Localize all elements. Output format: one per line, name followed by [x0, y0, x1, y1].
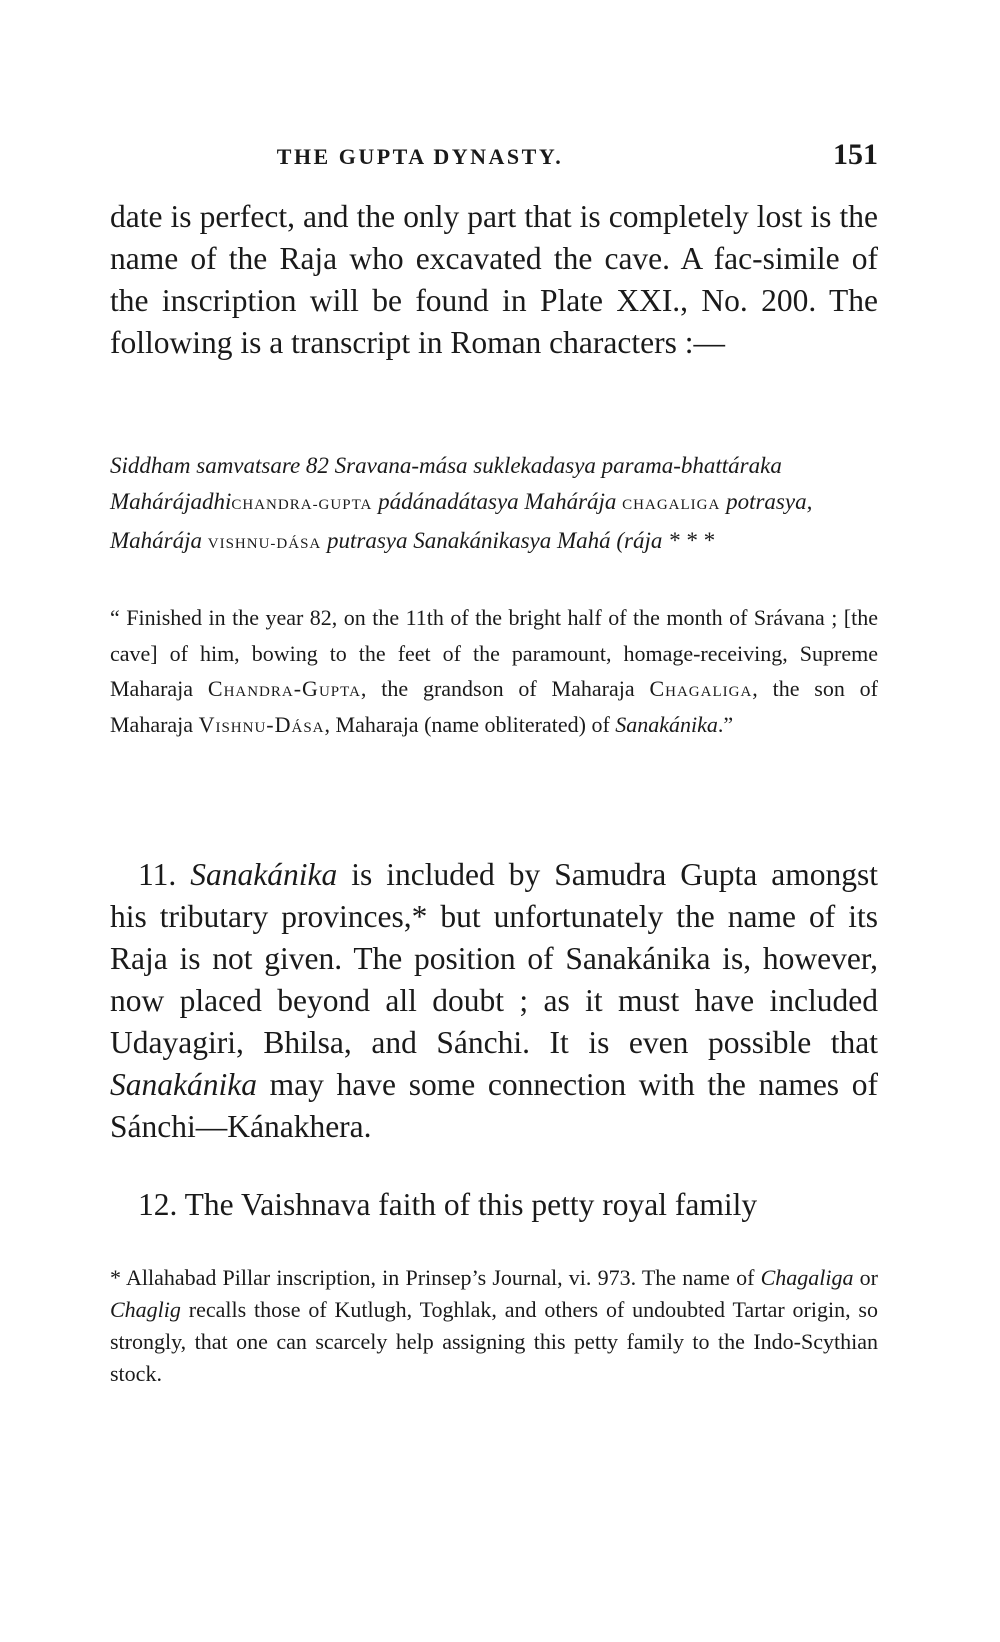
- intro-paragraph: [110, 196, 878, 364]
- transcript-name-vishnudasa: VISHNU-DÁSA: [207, 536, 322, 552]
- footnote: [110, 1262, 878, 1390]
- translation-part-4: , Maharaja (name obliterated) of: [324, 711, 616, 737]
- paragraph-11-text-2: may have some connection with the names of Sánchi—Kánakhera.: [110, 1067, 878, 1144]
- footnote-text-1: * Allahabad Pillar inscription, in Prinsep’s Journal, vi. 973. The name of: [110, 1265, 761, 1290]
- footnote-italic-chagaliga: Chagaliga: [760, 1265, 854, 1290]
- paragraph-11-number: 11.: [138, 857, 191, 892]
- transcript-segment-4: putrasya Sanakánikasya Mahá (rája * * *: [321, 528, 715, 553]
- translation-name-vishnudasa: Vishnu-Dása: [198, 711, 325, 737]
- footnote-text-2: or: [853, 1265, 878, 1290]
- transcript-segment-3: potrasya, Mahárája: [110, 489, 813, 553]
- paragraph-12: [110, 1184, 878, 1226]
- translation-part-5: .”: [717, 711, 734, 737]
- paragraph-11-italic-1: Sanakánika: [190, 857, 338, 892]
- paragraph-12-text: 12. The Vaishnava faith of this petty royal family: [138, 1187, 758, 1222]
- footnote-text-3: recalls those of Kutlugh, Toghlak, and others of undoubted Tartar origin, so strongly, that one can scarcely help assigning this petty family to the Indo-Scythian stock.: [110, 1297, 878, 1386]
- translation-name-chagaliga: Chagaliga: [649, 676, 753, 701]
- inscription-translation: [110, 600, 878, 742]
- inscription-transcript: [110, 448, 878, 562]
- paragraph-11-text-1: is included by Samudra Gupta amongst his tributary provinces,* but unfortunately the name of its Raja is not given. The position of Sanakánika is, however, now placed beyond all doubt ; as it must have included Udayagiri, Bhilsa, and Sánchi. It is even possible that: [110, 857, 878, 1060]
- book-page: [110, 0, 878, 1642]
- paragraph-11-italic-2: Sanakánika: [110, 1067, 257, 1102]
- transcript-name-chandragupta: CHANDRA-GUPTA: [231, 497, 373, 513]
- translation-part-3: , the son of Maharaja: [110, 676, 879, 737]
- translation-part-2: , the grandson of Maharaja: [360, 676, 650, 701]
- running-head: THE GUPTA DYNASTY.: [276, 144, 564, 169]
- translation-name-chandragupta: Chandra-Gupta: [207, 676, 361, 701]
- transcript-segment-1: Siddham samvatsare 82 Sravana-mása suklekadasya parama-bhattáraka Mahárájadhi: [110, 453, 782, 514]
- footnote-italic-chaglig: Chaglig: [110, 1297, 181, 1322]
- page-header: [110, 140, 878, 180]
- translation-italic-sanakanika: Sanakánika: [615, 711, 718, 737]
- transcript-segment-2: pádánadátasya Mahárája: [372, 489, 623, 514]
- paragraph-11: [110, 854, 878, 1148]
- page-number: 151: [833, 138, 878, 171]
- intro-text: date is perfect, and the only part that is completely lost is the name of the Raja who excavated the cave. A fac-simile of the inscription will be found in Plate XXI., No. 200. The following is a transcript in Roman characters :—: [110, 199, 878, 360]
- translation-part-1: “ Finished in the year 82, on the 11th of the bright half of the month of Srávana ; [the cave] of him, bowing to the feet of the paramount, homage-receiving, Supreme Maharaja: [110, 605, 878, 701]
- transcript-name-chagaliga: CHAGALIGA: [622, 497, 721, 513]
